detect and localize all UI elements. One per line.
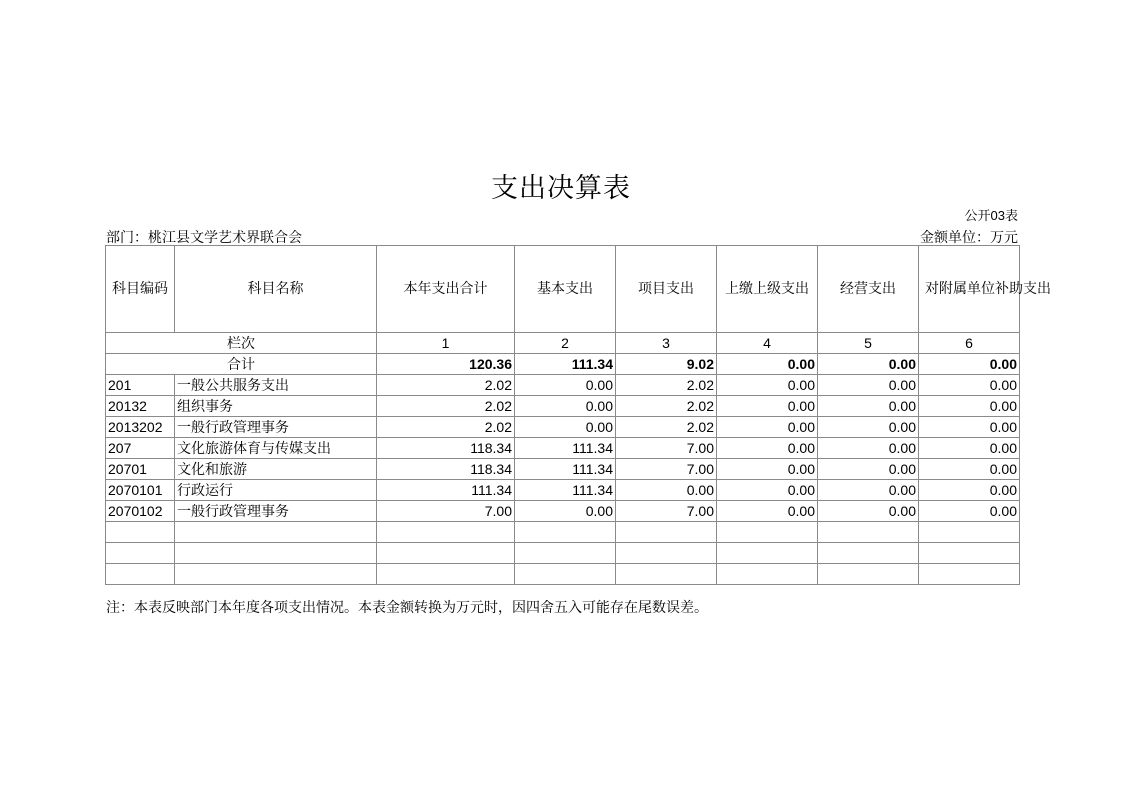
empty-cell	[717, 564, 818, 585]
row-value: 0.00	[515, 417, 616, 438]
row-value: 0.00	[919, 417, 1020, 438]
row-name: 行政运行	[175, 480, 377, 501]
row-code: 201	[106, 375, 175, 396]
empty-cell	[818, 522, 919, 543]
empty-cell	[377, 564, 515, 585]
table-row	[106, 375, 1020, 396]
column-number: 2	[515, 333, 616, 354]
row-value: 118.34	[377, 438, 515, 459]
row-value: 111.34	[515, 459, 616, 480]
form-number	[965, 205, 1019, 224]
row-value: 2.02	[377, 375, 515, 396]
total-value: 120.36	[377, 354, 515, 375]
row-value: 0.00	[818, 438, 919, 459]
row-value: 0.00	[818, 375, 919, 396]
table-row	[106, 459, 1020, 480]
row-code: 2070101	[106, 480, 175, 501]
column-number: 3	[616, 333, 717, 354]
row-value: 7.00	[377, 501, 515, 522]
total-value: 9.02	[616, 354, 717, 375]
empty-cell	[515, 543, 616, 564]
table-row	[106, 480, 1020, 501]
empty-cell	[919, 543, 1020, 564]
total-value: 0.00	[717, 354, 818, 375]
empty-cell	[919, 522, 1020, 543]
empty-cell	[616, 522, 717, 543]
row-code: 20132	[106, 396, 175, 417]
row-value: 0.00	[818, 480, 919, 501]
row-value: 111.34	[515, 480, 616, 501]
form-number-suffix: 表	[1004, 209, 1018, 224]
column-number: 6	[919, 333, 1020, 354]
empty-cell	[175, 522, 377, 543]
header-upper: 上缴上级支出	[717, 246, 818, 333]
row-value: 0.00	[717, 438, 818, 459]
row-value: 0.00	[919, 375, 1020, 396]
row-value: 0.00	[717, 375, 818, 396]
row-value: 0.00	[919, 396, 1020, 417]
amount-unit-label: 金额单位：万元	[920, 230, 1018, 246]
empty-cell	[106, 522, 175, 543]
row-value: 0.00	[818, 459, 919, 480]
empty-cell	[175, 543, 377, 564]
empty-cell	[616, 543, 717, 564]
row-value: 7.00	[616, 459, 717, 480]
row-value: 0.00	[818, 501, 919, 522]
row-value: 0.00	[919, 438, 1020, 459]
header-subsidy: 对附属单位补助支出	[919, 246, 1020, 333]
column-number-label: 栏次	[106, 333, 377, 354]
row-value: 0.00	[717, 396, 818, 417]
form-number-value: 03	[990, 208, 1005, 223]
row-value: 2.02	[377, 396, 515, 417]
empty-cell	[515, 564, 616, 585]
empty-cell	[106, 564, 175, 585]
total-value: 0.00	[919, 354, 1020, 375]
header-project: 项目支出	[616, 246, 717, 333]
row-name: 组织事务	[175, 396, 377, 417]
row-value: 2.02	[616, 396, 717, 417]
row-value: 0.00	[919, 501, 1020, 522]
row-value: 0.00	[717, 480, 818, 501]
row-value: 0.00	[616, 480, 717, 501]
empty-row	[106, 522, 1020, 543]
header-business: 经营支出	[818, 246, 919, 333]
row-value: 0.00	[515, 375, 616, 396]
total-row	[106, 354, 1020, 375]
row-code: 20701	[106, 459, 175, 480]
header-code: 科目编码	[106, 246, 175, 333]
empty-cell	[377, 543, 515, 564]
header-total: 本年支出合计	[377, 246, 515, 333]
empty-cell	[106, 543, 175, 564]
table-row	[106, 501, 1020, 522]
row-code: 2013202	[106, 417, 175, 438]
row-name: 文化和旅游	[175, 459, 377, 480]
row-value: 2.02	[616, 375, 717, 396]
empty-row	[106, 543, 1020, 564]
table-note: 注：本表反映部门本年度各项支出情况。本表金额转换为万元时，因四舍五入可能存在尾数误差。	[106, 600, 708, 616]
row-value: 0.00	[818, 396, 919, 417]
empty-cell	[515, 522, 616, 543]
empty-cell	[717, 543, 818, 564]
total-label: 合计	[106, 354, 377, 375]
header-basic: 基本支出	[515, 246, 616, 333]
table-row	[106, 438, 1020, 459]
column-number: 4	[717, 333, 818, 354]
empty-cell	[377, 522, 515, 543]
row-code: 207	[106, 438, 175, 459]
row-value: 2.02	[616, 417, 717, 438]
empty-cell	[175, 564, 377, 585]
column-number-row	[106, 333, 1020, 354]
total-value: 0.00	[818, 354, 919, 375]
row-name: 一般行政管理事务	[175, 417, 377, 438]
row-value: 0.00	[919, 480, 1020, 501]
row-value: 0.00	[717, 417, 818, 438]
table-row	[106, 417, 1020, 438]
row-name: 文化旅游体育与传媒支出	[175, 438, 377, 459]
total-value: 111.34	[515, 354, 616, 375]
row-value: 111.34	[515, 438, 616, 459]
column-number: 1	[377, 333, 515, 354]
row-value: 118.34	[377, 459, 515, 480]
column-number: 5	[818, 333, 919, 354]
row-value: 111.34	[377, 480, 515, 501]
row-value: 0.00	[515, 396, 616, 417]
empty-cell	[616, 564, 717, 585]
empty-cell	[818, 564, 919, 585]
row-value: 0.00	[717, 501, 818, 522]
row-value: 2.02	[377, 417, 515, 438]
empty-cell	[919, 564, 1020, 585]
page-title: 支出决算表	[491, 173, 631, 204]
row-value: 7.00	[616, 501, 717, 522]
row-value: 0.00	[717, 459, 818, 480]
row-value: 0.00	[919, 459, 1020, 480]
empty-row	[106, 564, 1020, 585]
table-row	[106, 396, 1020, 417]
empty-cell	[717, 522, 818, 543]
form-number-prefix: 公开	[964, 209, 991, 224]
row-name: 一般公共服务支出	[175, 375, 377, 396]
header-name: 科目名称	[175, 246, 377, 333]
header-row	[106, 246, 1020, 333]
row-value: 0.00	[818, 417, 919, 438]
expenditure-table	[105, 245, 1051, 585]
row-value: 0.00	[515, 501, 616, 522]
row-value: 7.00	[616, 438, 717, 459]
empty-cell	[818, 543, 919, 564]
row-name: 一般行政管理事务	[175, 501, 377, 522]
row-code: 2070102	[106, 501, 175, 522]
department-label: 部门：桃江县文学艺术界联合会	[106, 230, 302, 246]
